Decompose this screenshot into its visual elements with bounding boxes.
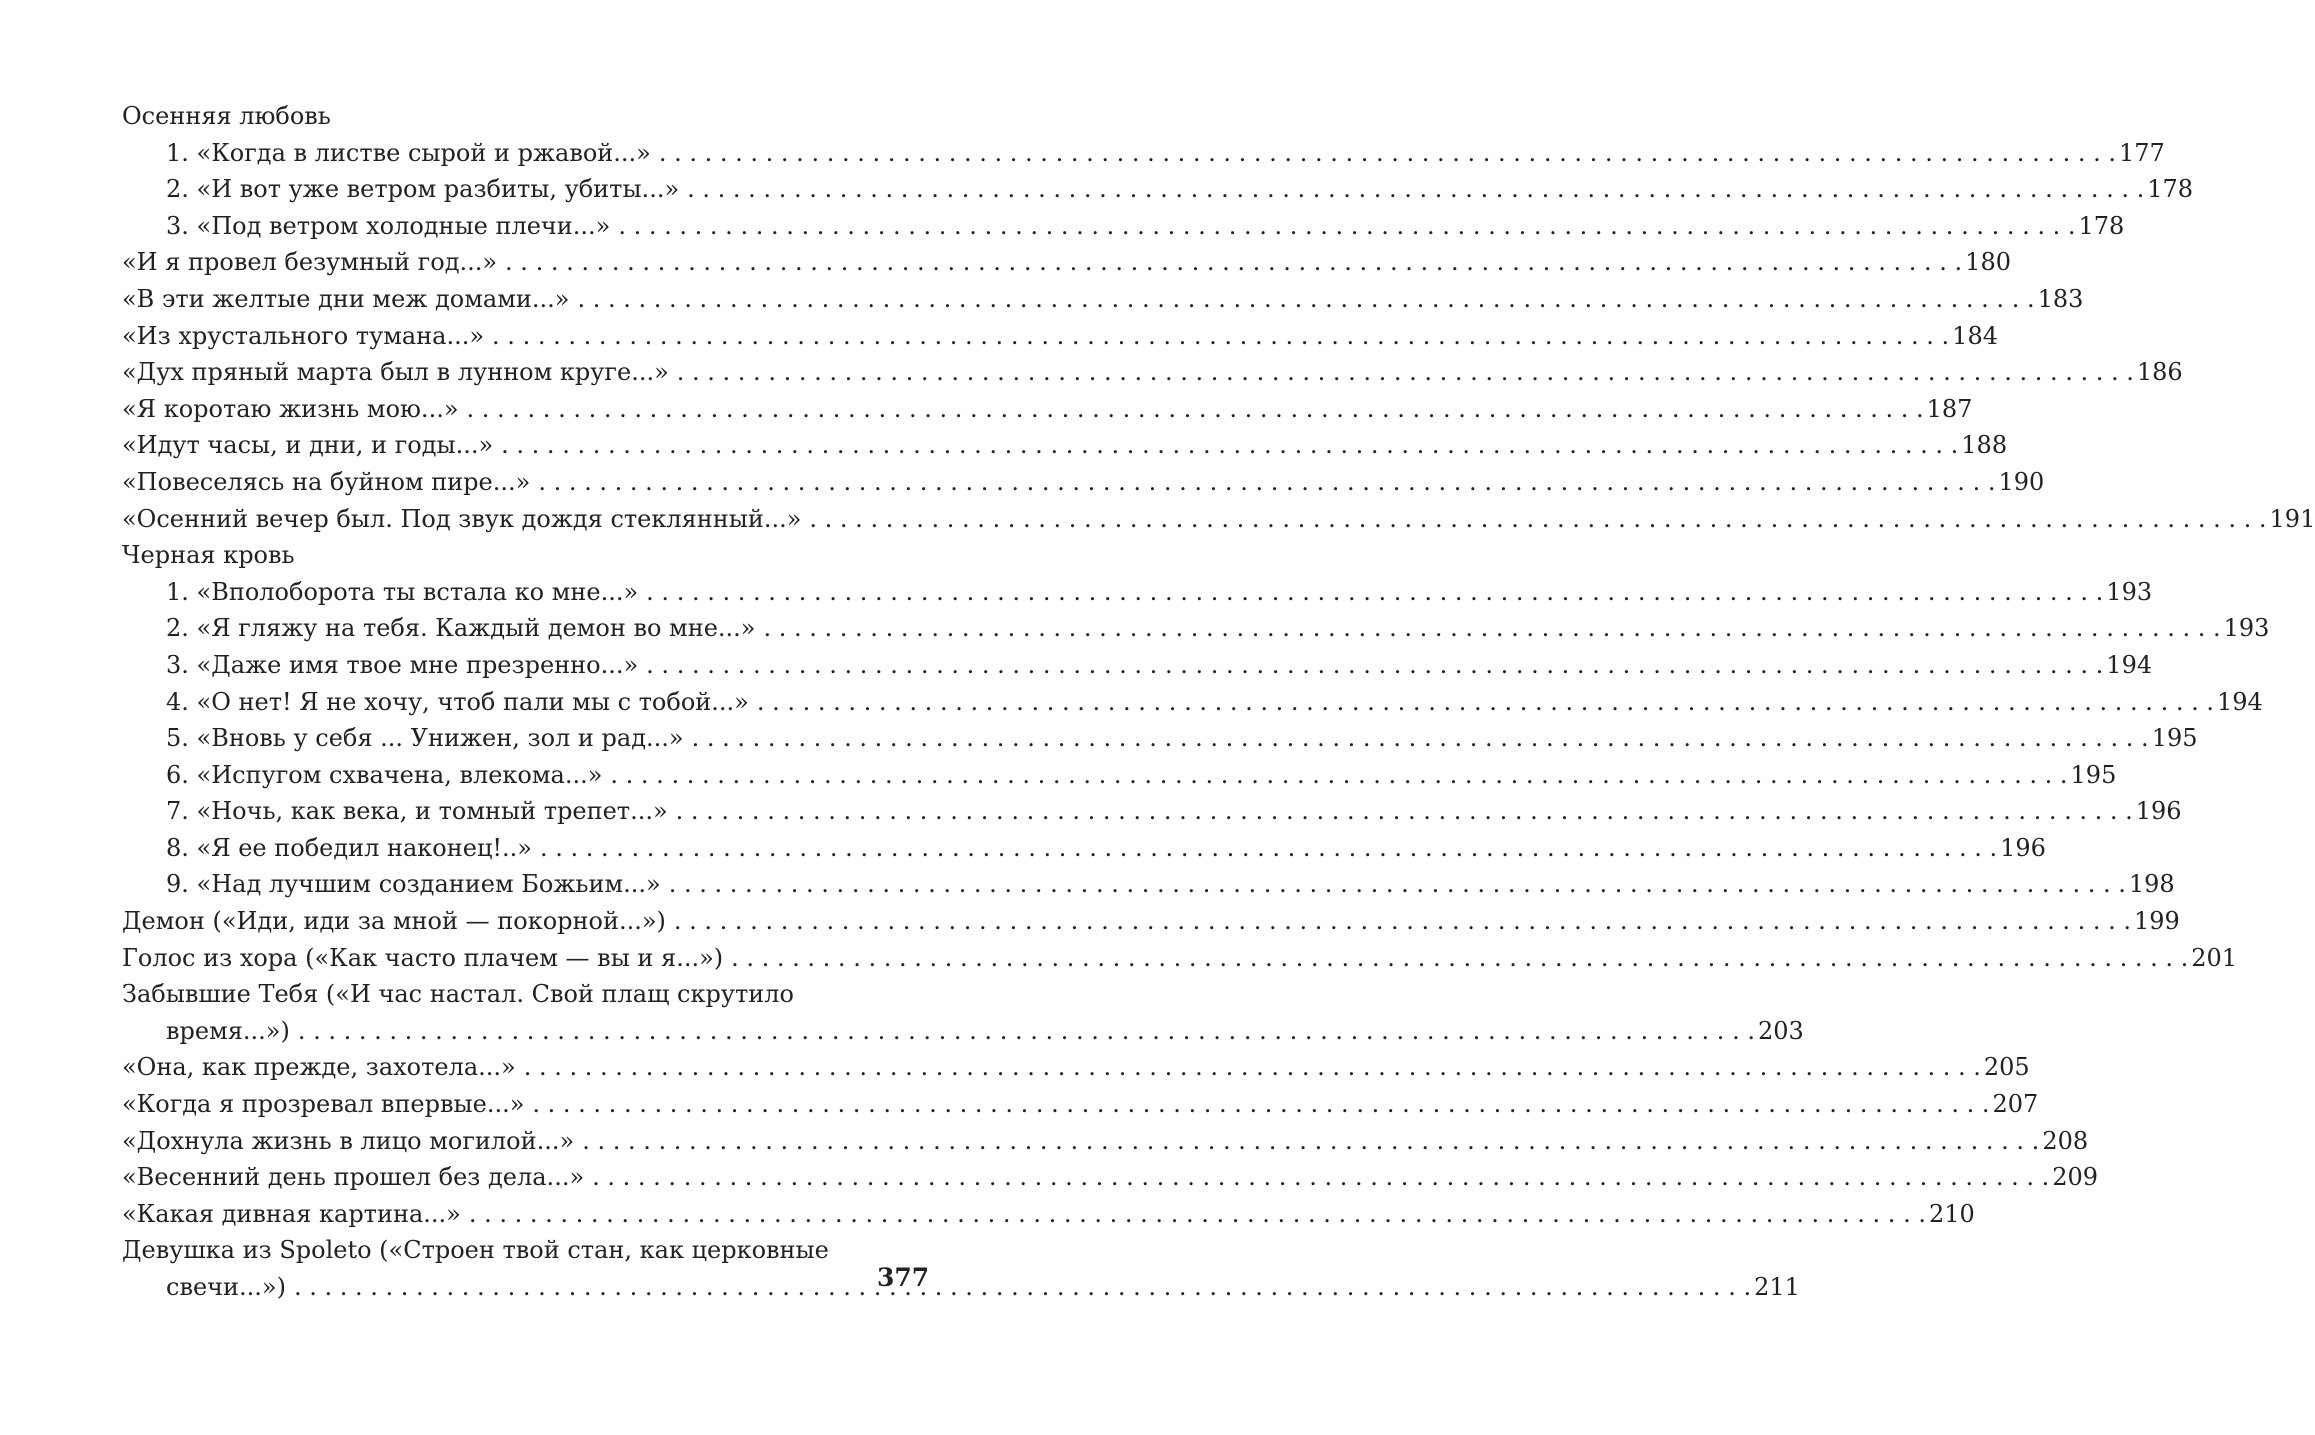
dot-leader [577, 281, 2034, 318]
entry-page: 205 [1983, 1053, 2030, 1082]
dot-leader [532, 1086, 1989, 1123]
entry-page: 209 [2052, 1163, 2099, 1192]
entry-title: 1. «Вполоборота ты встала ко мне...» [166, 577, 639, 606]
dot-leader [618, 208, 2075, 245]
entry-page: 188 [1961, 431, 2008, 460]
toc-entry [122, 940, 2238, 977]
entry-page: 203 [1757, 1016, 1804, 1045]
dot-leader [540, 830, 1997, 867]
entry-page: 207 [1992, 1090, 2039, 1119]
dot-leader [294, 1269, 1751, 1306]
entry-title: «Весенний день прошел без дела...» [122, 1163, 585, 1192]
entry-page: 191 [2269, 504, 2315, 533]
dot-leader [669, 866, 2126, 903]
dot-leader [757, 684, 2214, 721]
dot-leader [469, 1196, 1926, 1233]
dot-leader [501, 427, 1958, 464]
toc-entry [122, 208, 2125, 245]
entry-page: 178 [2147, 175, 2194, 204]
entry-title: свечи...») [166, 1273, 286, 1301]
toc-entry [122, 391, 1973, 428]
entry-title: Черная кровь [122, 541, 295, 570]
entry-page: 211 [1754, 1273, 1800, 1301]
entry-title: 9. «Над лучшим созданием Божьим...» [166, 870, 661, 899]
entry-title: Голос из хора («Как часто плачем — вы и я...») [122, 943, 724, 972]
dot-leader [659, 135, 2116, 172]
dot-leader [731, 940, 2188, 977]
entry-page: 195 [2070, 760, 2117, 789]
toc-entry [122, 1159, 2099, 1196]
entry-page: 208 [2042, 1126, 2089, 1155]
toc-entry [122, 281, 2084, 318]
entry-title: «В эти желтые дни меж домами...» [122, 284, 570, 313]
toc-entry [122, 757, 2117, 794]
entry-page: 195 [2151, 724, 2198, 753]
toc-entry [122, 318, 1998, 355]
dot-leader [524, 1049, 1981, 1086]
toc-entry [122, 244, 2011, 281]
entry-page: 187 [1926, 394, 1973, 423]
entry-page: 201 [2191, 943, 2238, 972]
toc-entry [122, 1196, 1975, 1233]
toc-entry [122, 647, 2153, 684]
toc-section-heading [122, 98, 842, 135]
entry-title: 2. «И вот уже ветром разбиты, убиты...» [166, 175, 680, 204]
entry-title: 6. «Испугом схвачена, влекома...» [166, 760, 603, 789]
dot-leader [687, 171, 2144, 208]
toc-section-heading [122, 537, 842, 574]
entry-title: 1. «Когда в листве сырой и ржавой...» [166, 138, 651, 167]
entry-title: «Какая дивная картина...» [122, 1199, 461, 1228]
dot-leader [467, 391, 1924, 428]
toc-entry [122, 574, 2153, 611]
entry-page: 198 [2128, 870, 2175, 899]
toc-entry [122, 427, 2008, 464]
entry-page: 190 [1998, 467, 2045, 496]
entry-page: 196 [2000, 833, 2046, 862]
entry-page: 186 [2136, 358, 2183, 387]
toc-entry [122, 830, 2046, 867]
toc-entry-first-line [122, 1232, 842, 1269]
entry-page: 210 [1928, 1199, 1975, 1228]
entry-title: «Идут часы, и дни, и годы...» [122, 431, 494, 460]
toc-entry [122, 354, 2183, 391]
entry-title: 3. «Под ветром холодные плечи...» [166, 211, 611, 240]
entry-title: Демон («Иди, иди за мной — покорной...») [122, 907, 666, 936]
dot-leader [646, 574, 2103, 611]
entry-title: время...») [166, 1016, 290, 1045]
dot-leader [592, 1159, 2049, 1196]
toc-entry [122, 793, 2182, 830]
entry-page: 184 [1952, 321, 1998, 350]
entry-page: 194 [2216, 687, 2263, 716]
dot-leader [505, 244, 1962, 281]
entry-title: 7. «Ночь, как века, и томный трепет...» [166, 797, 668, 826]
dot-leader [677, 354, 2134, 391]
entry-page: 193 [2106, 577, 2153, 606]
toc-entry [122, 135, 2165, 172]
entry-title: 4. «О нет! Я не хочу, чтоб пали мы с тобой...» [166, 687, 749, 716]
entry-title: 3. «Даже имя твое мне презренно...» [166, 650, 639, 679]
entry-title: «Я коротаю жизнь мою...» [122, 394, 459, 423]
dot-leader [809, 501, 2266, 538]
entry-title: Девушка из Spoleto («Строен твой стан, как церковные [122, 1236, 829, 1265]
entry-title: «Дух пряный марта был в лунном круге...» [122, 358, 669, 387]
dot-leader [610, 757, 2067, 794]
dot-leader [764, 610, 2221, 647]
toc-entry [122, 1086, 2039, 1123]
dot-leader [538, 464, 1995, 501]
entry-title: 2. «Я гляжу на тебя. Каждый демон во мне...» [166, 614, 756, 643]
entry-page: 196 [2135, 797, 2182, 826]
entry-title: 8. «Я ее победил наконец!..» [166, 833, 532, 862]
toc-entry-first-line [122, 976, 842, 1013]
entry-page: 194 [2106, 650, 2153, 679]
toc-entry [122, 610, 2270, 647]
entry-title: «Она, как прежде, захотела...» [122, 1053, 516, 1082]
dot-leader [674, 903, 2131, 940]
page-number: 377 [877, 1263, 930, 1292]
dot-leader [298, 1013, 1755, 1050]
entry-title: «Дохнула жизнь в лицо могилой...» [122, 1126, 575, 1155]
entry-title: «Осенний вечер был. Под звук дождя стеклянный...» [122, 504, 802, 533]
entry-title: 5. «Вновь у себя ... Унижен, зол и рад...» [166, 724, 684, 753]
toc-entry [122, 903, 2180, 940]
toc-entry [122, 1123, 2089, 1160]
entry-title: «Из хрустального тумана...» [122, 321, 485, 350]
toc-entry [122, 1049, 2030, 1086]
toc-entry [122, 171, 2194, 208]
entry-title: «Повеселясь на буйном пире...» [122, 467, 531, 496]
dot-leader [692, 720, 2149, 757]
entry-title: Забывшие Тебя («И час настал. Свой плащ скрутило [122, 980, 794, 1009]
dot-leader [582, 1123, 2039, 1160]
entry-page: 193 [2223, 614, 2270, 643]
entry-page: 183 [2037, 284, 2084, 313]
toc-entry [122, 501, 2315, 538]
toc-entry-continuation [122, 1013, 1804, 1050]
entry-title: «И я провел безумный год...» [122, 248, 498, 277]
entry-title: Осенняя любовь [122, 102, 331, 130]
dot-leader [646, 647, 2103, 684]
toc-entry [122, 866, 2175, 903]
toc-entry [122, 464, 2045, 501]
toc-entry [122, 684, 2263, 721]
dot-leader [676, 793, 2133, 830]
toc-entry [122, 720, 2198, 757]
entry-page: 177 [2118, 138, 2165, 167]
entry-page: 199 [2134, 907, 2180, 936]
dot-leader [492, 318, 1949, 355]
entry-title: «Когда я прозревал впервые...» [122, 1090, 525, 1119]
entry-page: 178 [2078, 211, 2125, 240]
entry-page: 180 [1965, 248, 2011, 277]
